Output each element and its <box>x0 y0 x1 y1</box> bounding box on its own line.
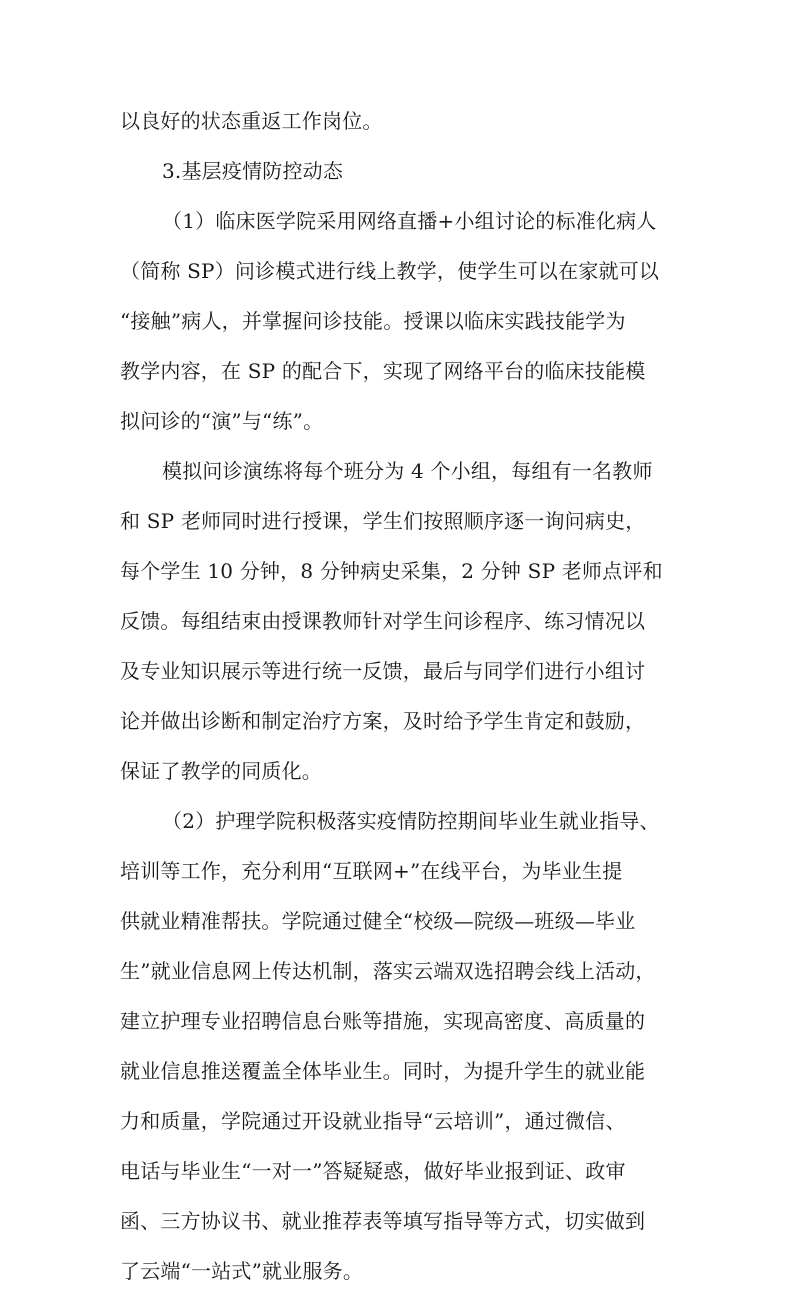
paragraph-line: “接触”病人，并掌握问诊技能。授课以临床实践技能学为 <box>120 309 626 333</box>
paragraph-line: 每个学生 10 分钟，8 分钟病史采集，2 分钟 SP 老师点评和 <box>120 559 663 583</box>
paragraph-line: 供就业精准帮扶。学院通过健全“校级—院级—班级—毕业 <box>120 909 636 933</box>
paragraph-line: （简称 SP）问诊模式进行线上教学，使学生可以在家就可以 <box>120 259 660 283</box>
paragraph-line: 拟问诊的“演”与“练”。 <box>120 409 324 433</box>
document-body <box>120 96 680 1296</box>
paragraph-line: （1）临床医学院采用网络直播+小组讨论的标准化病人 <box>162 209 657 233</box>
paragraph-line: 培训等工作，充分利用“互联网+”在线平台，为毕业生提 <box>120 859 623 883</box>
paragraph-line: 建立护理专业招聘信息台账等措施，实现高密度、高质量的 <box>120 1009 646 1033</box>
paragraph-line: 和 SP 老师同时进行授课，学生们按照顺序逐一询问病史， <box>120 509 646 533</box>
paragraph-line: 函、三方协议书、就业推荐表等填写指导等方式，切实做到 <box>120 1209 646 1233</box>
paragraph-line: 了云端“一站式”就业服务。 <box>120 1259 364 1283</box>
paragraph-line: 生”就业信息网上传达机制，落实云端双选招聘会线上活动， <box>120 959 656 983</box>
paragraph-line: 保证了教学的同质化。 <box>120 759 322 783</box>
paragraph-line: 电话与毕业生“一对一”答疑疑惑，做好毕业报到证、政审 <box>120 1159 626 1183</box>
paragraph-line: 就业信息推送覆盖全体毕业生。同时，为提升学生的就业能 <box>120 1059 646 1083</box>
paragraph-line: 力和质量，学院通过开设就业指导“云培训”，通过微信、 <box>120 1109 626 1133</box>
paragraph-line: 论并做出诊断和制定治疗方案，及时给予学生肯定和鼓励， <box>120 709 646 733</box>
section-heading: 3.基层疫情防控动态 <box>162 159 344 183</box>
paragraph-continuation-line: 以良好的状态重返工作岗位。 <box>120 109 383 133</box>
paragraph-line: 反馈。每组结束由授课教师针对学生问诊程序、练习情况以 <box>120 609 646 633</box>
paragraph-line: 教学内容，在 SP 的配合下，实现了网络平台的临床技能模 <box>120 359 646 383</box>
paragraph-line: 模拟问诊演练将每个班分为 4 个小组，每组有一名教师 <box>162 459 653 483</box>
paragraph-line: 及专业知识展示等进行统一反馈，最后与同学们进行小组讨 <box>120 659 646 683</box>
paragraph-line: （2）护理学院积极落实疫情防控期间毕业生就业指导、 <box>162 809 660 833</box>
